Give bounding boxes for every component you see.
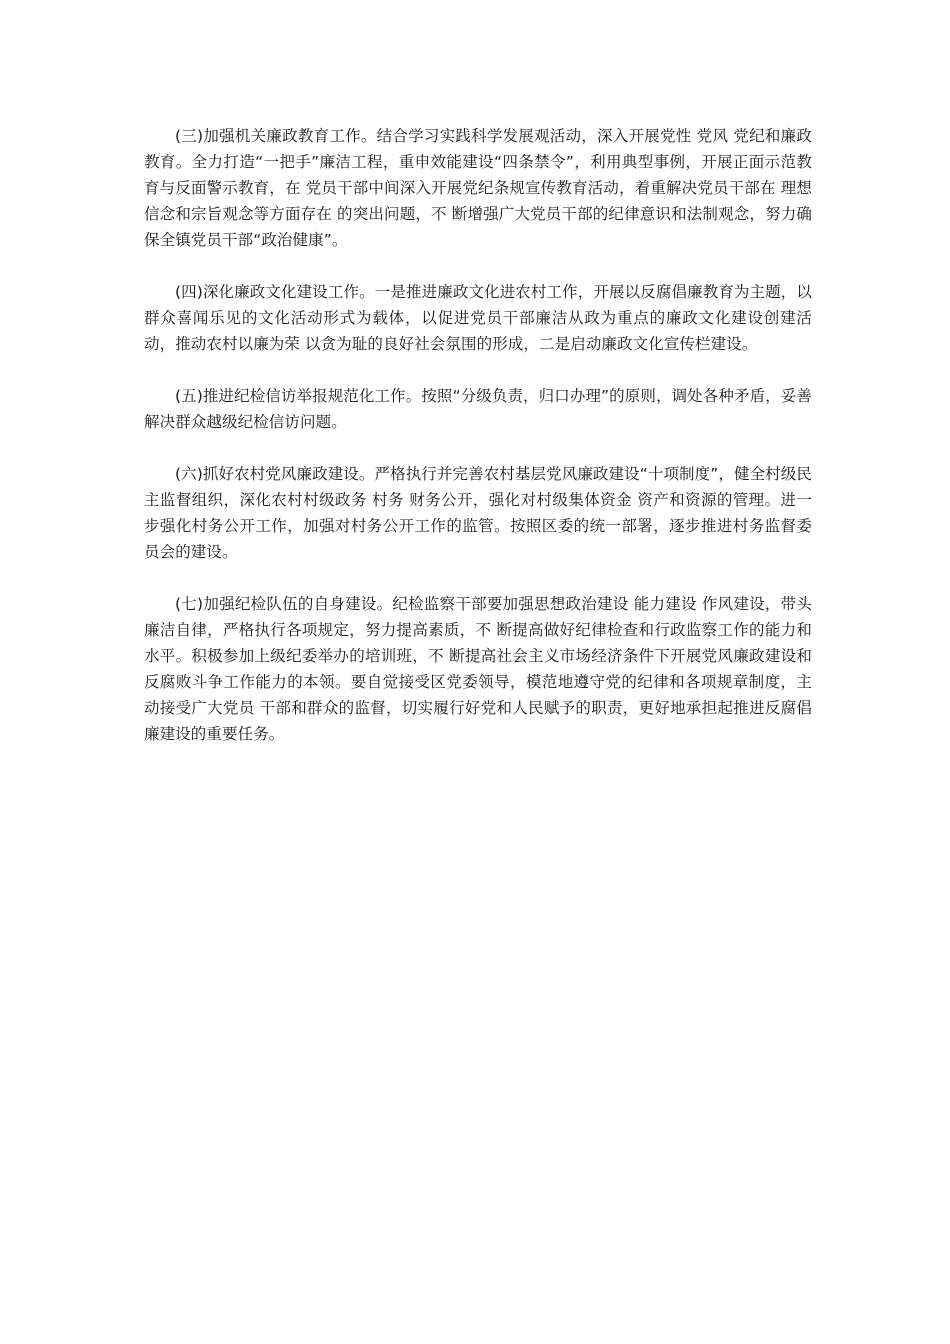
paragraph-5: (七)加强纪检队伍的自身建设。纪检监察干部要加强思想政治建设 能力建设 作风建设，带头廉洁自律，严格执行各项规定，努力提高素质，不 断提高做好纪律检查和行政监察工作的能力和水平。积极参加上级纪委举办的培训班，不 断提高社会主义市场经济条件下开展党风廉政建设和反腐败斗争工作能力的本领。要自觉接受区党委领导，模范地遵守党的纪律和各项规章制度，主动接受广大党员 干部和群众的监督，切实履行好党和人民赋予的职责，更好地承担起推进反腐倡廉建设的重要任务。 — [144, 595, 812, 743]
paragraph-2: (四)深化廉政文化建设工作。一是推进廉政文化进农村工作，开展以反腐倡廉教育为主题，以群众喜闻乐见的文化活动形式为载体，以促进党员干部廉洁从政为重点的廉政文化建设创建活动，推动农村以廉为荣 以贪为耻的良好社会氛围的形成，二是启动廉政文化宣传栏建设。 — [144, 283, 812, 353]
document-body — [144, 123, 812, 773]
paragraph-1: (三)加强机关廉政教育工作。结合学习实践科学发展观活动，深入开展党性 党风 党纪和廉政教育。全力打造“一把手”廉洁工程，重申效能建设“四条禁令”，利用典型事例，开展正面示范教育与反面警示教育，在 党员干部中间深入开展党纪条规宣传教育活动，着重解决党员干部在 理想信念和宗旨观念等方面存在 的突出问题，不 断增强广大党员干部的纪律意识和法制观念，努力确保全镇党员干部“政治健康”。 — [144, 127, 812, 249]
paragraph-3: (五)推进纪检信访举报规范化工作。按照“分级负责，归口办理”的原则，调处各种矛盾，妥善解决群众越级纪检信访问题。 — [144, 387, 812, 431]
paragraph-4: (六)抓好农村党风廉政建设。严格执行并完善农村基层党风廉政建设“十项制度”，健全村级民主监督组织，深化农村村级政务 村务 财务公开，强化对村级集体资金 资产和资源的管理。进一步强化村务公开工作，加强对村务公开工作的监管。按照区委的统一部署，逐步推进村务监督委员会的建设。 — [144, 465, 812, 561]
